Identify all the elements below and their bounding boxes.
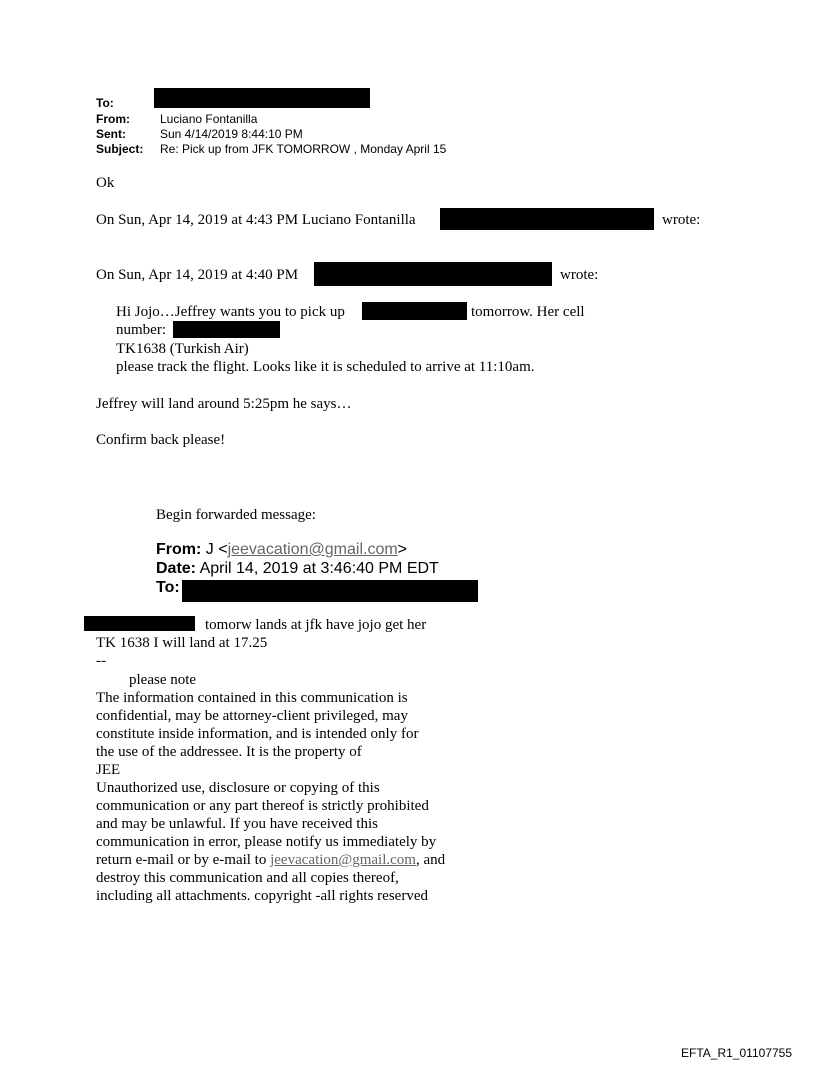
fwd-from-label: From: (156, 541, 202, 558)
redaction-box (362, 302, 467, 320)
disclaimer-line: the use of the addressee. It is the property of (96, 744, 362, 760)
fwd-from-close: > (397, 541, 408, 558)
disclaimer-block (96, 689, 445, 905)
msg-line2: number: (116, 322, 166, 338)
disclaimer-line: constitute inside information, and is intended only for (96, 726, 419, 742)
disclaimer-line: confidential, may be attorney-client privileged, may (96, 708, 408, 724)
fwd-date (156, 560, 439, 578)
inner-dashes: -- (96, 653, 106, 669)
redaction-box (154, 88, 370, 108)
confirm-back: Confirm back please! (96, 432, 226, 448)
fwd-from (156, 541, 407, 559)
redaction-box (84, 616, 195, 631)
disclaimer-line: and may be unlawful. If you have received this (96, 816, 378, 832)
jeffrey-land: Jeffrey will land around 5:25pm he says… (96, 396, 352, 412)
fwd-from-email-link[interactable]: jeevacation@gmail.com (227, 541, 398, 558)
fwd-date-value: April 14, 2019 at 3:46:40 PM EDT (199, 560, 439, 577)
msg-line1-pre: Hi Jojo…Jeffrey wants you to pick up (116, 304, 345, 320)
disclaimer-return-line (96, 851, 445, 869)
begin-forwarded: Begin forwarded message: (156, 507, 316, 523)
quote2-wrote: wrote: (560, 267, 599, 283)
quote1-wrote: wrote: (662, 212, 701, 228)
return-pre: return e-mail or by e-mail to (96, 852, 271, 868)
quote2-header: On Sun, Apr 14, 2019 at 4:40 PM (96, 267, 299, 283)
quote1-header: On Sun, Apr 14, 2019 at 4:43 PM Luciano Fontanilla (96, 212, 416, 228)
msg-line3: TK1638 (Turkish Air) (116, 341, 249, 357)
redaction-box (182, 580, 478, 602)
redaction-box (173, 321, 280, 338)
disclaimer-line: communication in error, please notify us immediately by (96, 834, 437, 850)
header-from-label: From: (96, 112, 130, 126)
inner-line2: TK 1638 I will land at 17.25 (96, 635, 268, 651)
fwd-from-name: J < (205, 541, 228, 558)
header-sent-value: Sun 4/14/2019 8:44:10 PM (160, 127, 303, 141)
fwd-date-label: Date: (156, 560, 197, 577)
return-post: , and (415, 852, 446, 868)
redaction-box (314, 262, 552, 286)
disclaimer-line: destroy this communication and all copies thereof, (96, 870, 399, 886)
please-note: please note (129, 672, 197, 688)
msg-line4: please track the flight. Looks like it is scheduled to arrive at 11:10am. (116, 359, 535, 375)
fwd-to-label: To: (156, 579, 180, 596)
redaction-box (440, 208, 654, 230)
header-to-label: To: (96, 96, 114, 110)
disclaimer-email-link[interactable]: jeevacation@gmail.com (270, 852, 416, 868)
reply-ok: Ok (96, 175, 115, 191)
disclaimer-line: Unauthorized use, disclosure or copying of this (96, 780, 380, 796)
disclaimer-line: The information contained in this communication is (96, 690, 408, 706)
disclaimer-line: JEE (96, 762, 121, 778)
doc-id: EFTA_R1_01107755 (681, 1046, 792, 1060)
fwd-to (156, 579, 180, 597)
header-subject-value: Re: Pick up from JFK TOMORROW , Monday April 15 (160, 142, 447, 156)
header-sent-label: Sent: (96, 127, 126, 141)
inner-line1: tomorw lands at jfk have jojo get her (205, 617, 427, 633)
disclaimer-line: including all attachments. copyright -all rights reserved (96, 888, 428, 904)
msg-line1-post: tomorrow. Her cell (471, 304, 585, 320)
header-from-value: Luciano Fontanilla (160, 112, 258, 126)
header-subject-label: Subject: (96, 142, 144, 156)
disclaimer-line: communication or any part thereof is strictly prohibited (96, 798, 429, 814)
